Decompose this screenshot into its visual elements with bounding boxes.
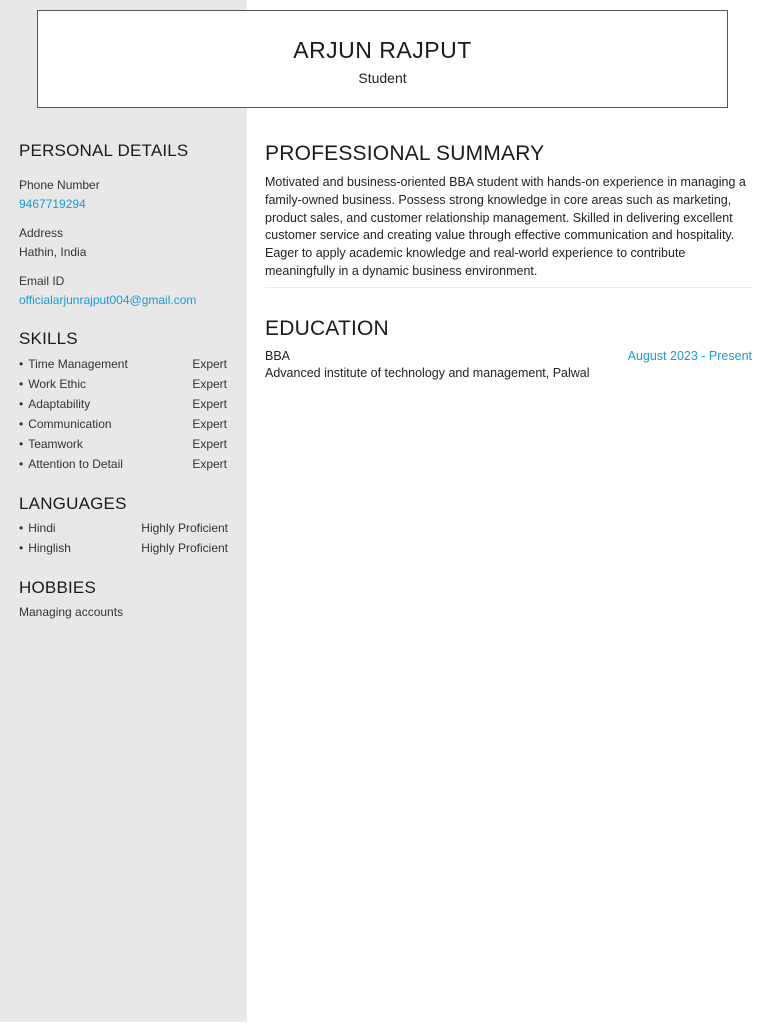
language-level: Highly Proficient — [141, 521, 228, 535]
skill-level: Expert — [192, 457, 227, 471]
skills-list — [19, 354, 227, 474]
skill-name: • Teamwork — [19, 434, 83, 454]
skills-section — [19, 329, 227, 474]
professional-summary-section — [265, 142, 753, 288]
languages-section — [19, 494, 228, 558]
candidate-name: ARJUN RAJPUT — [293, 37, 472, 63]
skill-name: • Communication — [19, 414, 112, 434]
hobbies-section — [19, 578, 231, 619]
language-name: • Hinglish — [19, 538, 71, 558]
phone-value[interactable]: 9467719294 — [19, 197, 86, 211]
hobbies-text: Managing accounts — [19, 605, 124, 619]
personal-details-title: PERSONAL DETAILS — [19, 141, 189, 160]
phone-label: Phone Number — [19, 178, 100, 192]
section-divider — [265, 287, 753, 288]
professional-summary-text: Motivated and business-oriented BBA student with hands-on experience in managing a family-owned business. Possess strong knowledge in core areas such as marketing, product sales, and customer relationship management. Skilled in delivering excellent customer service and creating value through effective communication and hospitality. Eager to apply academic knowledge and real-world experience to contribute meaningfully in a dynamic business environment. — [265, 175, 746, 278]
header — [37, 10, 728, 108]
skill-level: Expert — [192, 357, 227, 371]
skill-name: • Time Management — [19, 354, 128, 374]
education-title: EDUCATION — [265, 317, 389, 340]
education-entry — [265, 349, 752, 363]
email-value[interactable]: officialarjunrajput004@gmail.com — [19, 293, 197, 307]
skill-level: Expert — [192, 437, 227, 451]
skill-item — [19, 414, 227, 434]
skills-title: SKILLS — [19, 329, 78, 348]
education-section — [265, 317, 752, 380]
language-item — [19, 538, 228, 558]
skill-item — [19, 454, 227, 474]
skill-name: • Attention to Detail — [19, 454, 123, 474]
skill-level: Expert — [192, 417, 227, 431]
skill-item — [19, 374, 227, 394]
skill-name: • Work Ethic — [19, 374, 86, 394]
language-name: • Hindi — [19, 518, 56, 538]
skill-item — [19, 394, 227, 414]
skill-name: • Adaptability — [19, 394, 90, 414]
languages-list — [19, 518, 228, 558]
personal-details-section — [19, 141, 231, 307]
education-dates: August 2023 - Present — [627, 349, 752, 363]
address-value: Hathin, India — [19, 245, 87, 259]
hobbies-title: HOBBIES — [19, 578, 96, 597]
skill-level: Expert — [192, 377, 227, 391]
address-label: Address — [19, 226, 64, 240]
candidate-role: Student — [358, 70, 407, 86]
language-item — [19, 518, 228, 538]
professional-summary-title: PROFESSIONAL SUMMARY — [265, 142, 545, 165]
skill-item — [19, 434, 227, 454]
education-degree: BBA — [265, 349, 291, 363]
language-level: Highly Proficient — [141, 541, 228, 555]
skill-level: Expert — [192, 397, 227, 411]
skill-item — [19, 354, 227, 374]
education-institution: Advanced institute of technology and management, Palwal — [265, 366, 590, 380]
email-label: Email ID — [19, 274, 65, 288]
languages-title: LANGUAGES — [19, 494, 127, 513]
